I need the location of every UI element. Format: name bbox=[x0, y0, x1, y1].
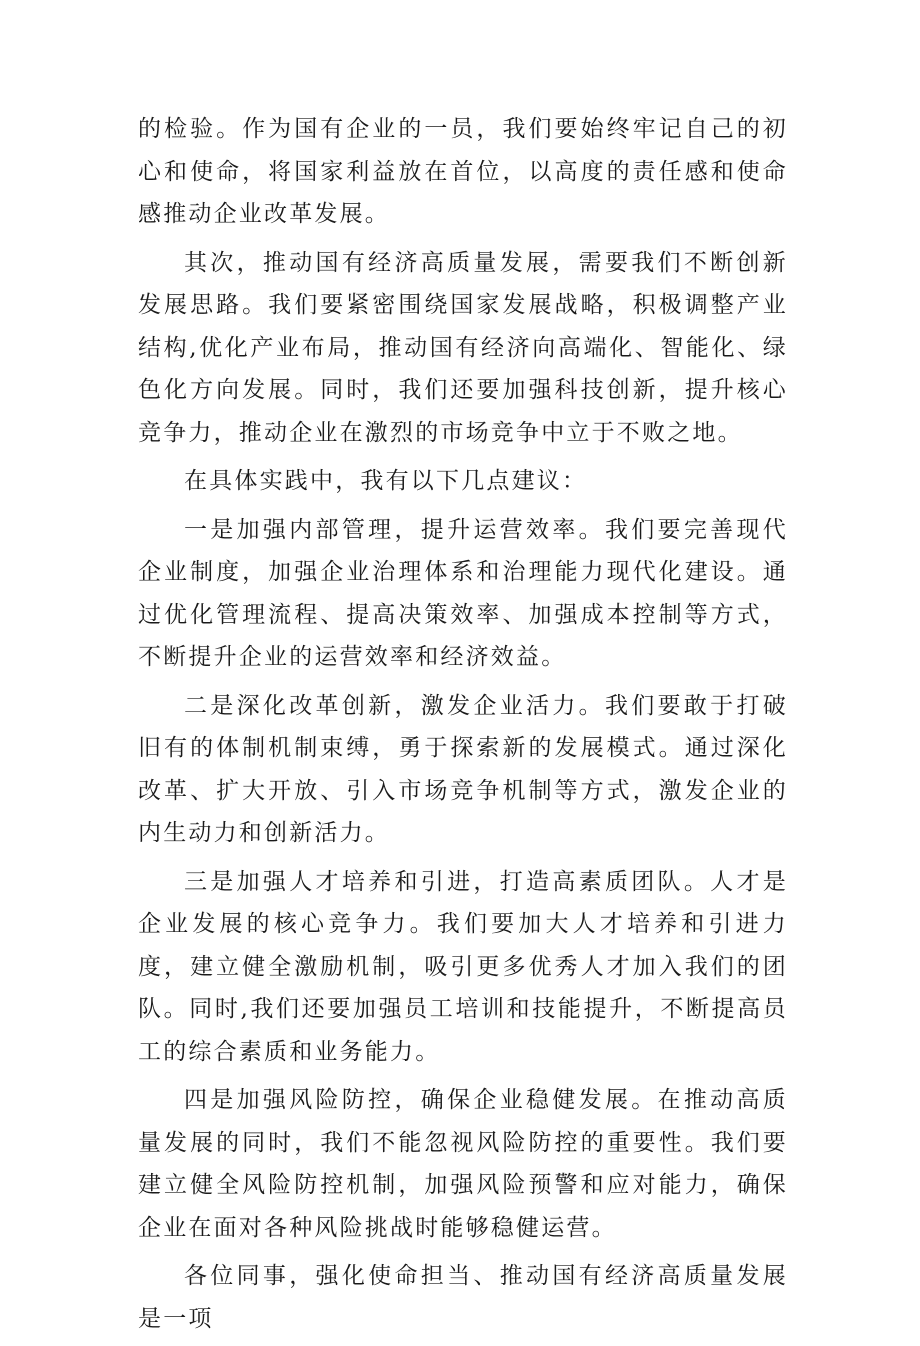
paragraph-7: 四是加强风险防控，确保企业稳健发展。在推动高质量发展的同时，我们不能忽视风险防控的重要性。我们要建立健全风险防控机制，加强风险预警和应对能力，确保企业在面对各种风险挑战时能够稳健运营。 bbox=[138, 1087, 788, 1241]
paragraph-5: 二是深化改革创新，激发企业活力。我们要敢于打破旧有的体制机制束缚，勇于探索新的发展模式。通过深化改革、扩大开放、引入市场竞争机制等方式，激发企业的内生动力和创新活力。 bbox=[138, 692, 788, 846]
paragraph-6: 三是加强人才培养和引进，打造高素质团队。人才是企业发展的核心竞争力。我们要加大人才培养和引进力度，建立健全激励机制，吸引更多优秀人才加入我们的团队。同时,我们还要加强员工培训和技能提升，不断提高员工的综合素质和业务能力。 bbox=[138, 868, 788, 1065]
paragraph-3: 在具体实践中，我有以下几点建议： bbox=[184, 468, 588, 494]
paragraph-1: 的检验。作为国有企业的一员，我们要始终牢记自己的初心和使命，将国家利益放在首位，以高度的责任感和使命感推动企业改革发展。 bbox=[138, 116, 788, 227]
paragraph-4: 一是加强内部管理，提升运营效率。我们要完善现代企业制度，加强企业治理体系和治理能力现代化建设。通过优化管理流程、提高决策效率、加强成本控制等方式，不断提升企业的运营效率和经济效益。 bbox=[138, 516, 788, 670]
paragraph-2: 其次，推动国有经济高质量发展，需要我们不断创新发展思路。我们要紧密围绕国家发展战略，积极调整产业结构,优化产业布局，推动国有经济向高端化、智能化、绿色化方向发展。同时，我们还要加强科技创新，提升核心竞争力，推动企业在激烈的市场竞争中立于不败之地。 bbox=[138, 249, 788, 446]
document-body bbox=[138, 108, 788, 1346]
paragraph-8: 各位同事，强化使命担当、推动国有经济高质量发展是一项 bbox=[138, 1263, 788, 1332]
